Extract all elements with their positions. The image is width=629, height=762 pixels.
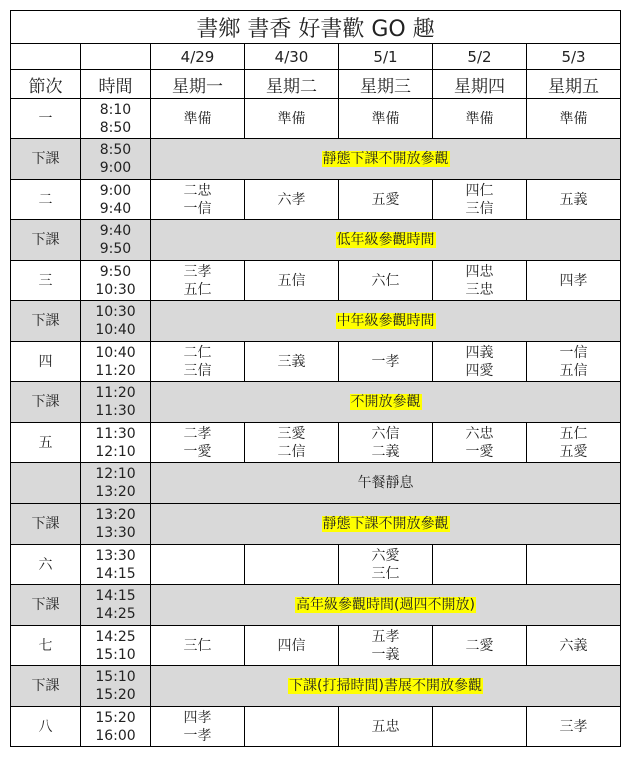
class-cell	[527, 99, 621, 139]
class-name: 四愛	[465, 362, 494, 379]
class-cell	[433, 707, 527, 747]
class-cell	[339, 99, 433, 139]
class-cell	[245, 626, 339, 666]
date-header-row	[11, 44, 621, 70]
period-cell	[11, 463, 81, 504]
period-cell: 下課	[11, 504, 81, 545]
class-name: 一信	[183, 200, 212, 217]
class-name: 三義	[277, 353, 306, 370]
time-start: 14:25	[95, 628, 136, 645]
class-name: 四忠	[465, 263, 494, 280]
class-name: 二忠	[183, 182, 212, 199]
date-header-cell: 5/1	[339, 44, 433, 70]
class-name: 五仁	[183, 281, 212, 298]
break-row	[11, 220, 621, 261]
class-cell	[339, 261, 433, 301]
time-start: 10:30	[95, 304, 136, 320]
time-cell	[81, 301, 151, 342]
day-header-cell: 星期一	[151, 70, 245, 99]
class-name: 五忠	[371, 718, 400, 735]
highlighted-note: 不開放參觀	[350, 394, 421, 410]
class-cell	[339, 423, 433, 463]
time-start: 8:50	[99, 142, 132, 158]
time-end: 9:40	[99, 200, 132, 217]
highlighted-note: 高年級參觀時間(週四不開放)	[296, 597, 475, 613]
time-cell	[81, 545, 151, 585]
class-name: 四孝	[183, 709, 212, 726]
class-name: 五愛	[371, 191, 400, 208]
time-header: 時間	[81, 70, 151, 99]
day-header-cell: 星期四	[433, 70, 527, 99]
period-cell: 三	[11, 261, 81, 301]
break-row	[11, 382, 621, 423]
time-cell	[81, 180, 151, 220]
class-cell	[151, 180, 245, 220]
class-cell	[433, 626, 527, 666]
time-end: 15:20	[95, 687, 136, 703]
break-note-cell	[151, 139, 621, 180]
class-name: 五信	[559, 362, 588, 379]
time-start: 10:40	[95, 344, 136, 361]
class-name: 四仁	[465, 182, 494, 199]
highlighted-note: 低年級參觀時間	[336, 232, 435, 248]
class-name: 二孝	[183, 425, 212, 442]
class-name: 一信	[559, 344, 588, 361]
time-start: 15:10	[95, 669, 136, 685]
class-name: 三信	[183, 362, 212, 379]
class-cell	[245, 545, 339, 585]
time-cell	[81, 99, 151, 139]
class-row	[11, 99, 621, 139]
class-cell	[151, 626, 245, 666]
period-cell: 八	[11, 707, 81, 747]
date-header-cell: 5/2	[433, 44, 527, 70]
class-name: 一義	[371, 646, 400, 663]
class-name: 一孝	[183, 727, 212, 744]
class-name: 六義	[559, 637, 588, 654]
date-header-cell: 4/29	[151, 44, 245, 70]
class-name: 五信	[277, 272, 306, 289]
time-cell	[81, 504, 151, 545]
class-cell	[245, 423, 339, 463]
class-cell	[339, 707, 433, 747]
period-cell: 下課	[11, 666, 81, 707]
schedule-table	[10, 10, 621, 747]
date-header-blank	[81, 44, 151, 70]
class-cell	[151, 99, 245, 139]
break-note-cell	[151, 220, 621, 261]
time-cell	[81, 342, 151, 382]
break-note-cell	[151, 382, 621, 423]
class-cell	[245, 180, 339, 220]
time-start: 9:00	[99, 182, 132, 199]
class-cell	[527, 261, 621, 301]
time-cell	[81, 463, 151, 504]
class-cell	[245, 261, 339, 301]
day-header-cell: 星期三	[339, 70, 433, 99]
time-cell	[81, 220, 151, 261]
class-cell	[245, 342, 339, 382]
class-name: 準備	[559, 110, 588, 127]
time-cell	[81, 423, 151, 463]
period-cell: 一	[11, 99, 81, 139]
period-cell: 下課	[11, 382, 81, 423]
time-end: 14:15	[95, 565, 136, 582]
time-cell	[81, 382, 151, 423]
class-name: 五義	[559, 191, 588, 208]
time-end: 13:20	[95, 484, 136, 500]
class-cell	[527, 626, 621, 666]
break-row	[11, 139, 621, 180]
break-row	[11, 301, 621, 342]
time-end: 16:00	[95, 727, 136, 744]
time-start: 11:20	[95, 385, 136, 401]
period-cell: 下課	[11, 139, 81, 180]
class-name: 二信	[277, 443, 306, 460]
time-cell	[81, 261, 151, 301]
class-row	[11, 261, 621, 301]
class-name: 三愛	[277, 425, 306, 442]
class-name: 五愛	[559, 443, 588, 460]
period-cell: 二	[11, 180, 81, 220]
class-name: 四義	[465, 344, 494, 361]
time-end: 12:10	[95, 443, 136, 460]
period-cell: 下課	[11, 301, 81, 342]
class-name: 六愛	[371, 547, 400, 564]
class-cell	[527, 545, 621, 585]
time-start: 14:15	[95, 588, 136, 604]
break-note-cell	[151, 585, 621, 626]
class-name: 二愛	[465, 637, 494, 654]
class-name: 二義	[371, 443, 400, 460]
class-name: 五仁	[559, 425, 588, 442]
period-cell: 七	[11, 626, 81, 666]
time-start: 13:30	[95, 547, 136, 564]
class-cell	[151, 707, 245, 747]
class-name: 六仁	[371, 272, 400, 289]
period-cell: 五	[11, 423, 81, 463]
day-header-cell: 星期五	[527, 70, 621, 99]
class-name: 三孝	[559, 718, 588, 735]
class-cell	[151, 261, 245, 301]
class-name: 準備	[277, 110, 306, 127]
class-name: 五孝	[371, 628, 400, 645]
period-cell: 下課	[11, 220, 81, 261]
class-row	[11, 180, 621, 220]
time-end: 11:20	[95, 362, 136, 379]
time-start: 11:30	[95, 425, 136, 442]
period-cell: 六	[11, 545, 81, 585]
time-end: 11:30	[95, 403, 136, 419]
class-name: 六信	[371, 425, 400, 442]
period-header: 節次	[11, 70, 81, 99]
class-cell	[245, 99, 339, 139]
time-end: 13:30	[95, 525, 136, 541]
time-start: 9:40	[99, 223, 132, 239]
highlighted-note: 靜態下課不開放參觀	[322, 151, 449, 167]
time-end: 8:50	[99, 119, 132, 136]
time-end: 10:30	[95, 281, 136, 298]
class-name: 準備	[371, 110, 400, 127]
time-end: 9:50	[99, 241, 132, 257]
break-note-cell	[151, 301, 621, 342]
time-start: 13:20	[95, 507, 136, 523]
highlighted-note: 靜態下課不開放參觀	[322, 516, 449, 532]
class-name: 四信	[277, 637, 306, 654]
class-name: 三仁	[183, 637, 212, 654]
class-cell	[433, 99, 527, 139]
class-cell	[339, 545, 433, 585]
class-name: 四孝	[559, 272, 588, 289]
class-cell	[527, 180, 621, 220]
class-cell	[527, 707, 621, 747]
break-row	[11, 504, 621, 545]
class-row	[11, 707, 621, 747]
period-cell: 下課	[11, 585, 81, 626]
time-end: 15:10	[95, 646, 136, 663]
class-name: 一愛	[465, 443, 494, 460]
class-row	[11, 626, 621, 666]
class-row	[11, 342, 621, 382]
class-name: 六忠	[465, 425, 494, 442]
class-row	[11, 545, 621, 585]
class-cell	[245, 707, 339, 747]
class-name: 準備	[465, 110, 494, 127]
break-note-cell	[151, 666, 621, 707]
table-title: 書鄉 書香 好書歡 GO 趣	[11, 11, 621, 44]
class-name: 三孝	[183, 263, 212, 280]
time-cell	[81, 585, 151, 626]
class-cell	[433, 545, 527, 585]
class-name: 三忠	[465, 281, 494, 298]
class-name: 二仁	[183, 344, 212, 361]
class-name: 三仁	[371, 565, 400, 582]
class-name: 三信	[465, 200, 494, 217]
class-cell	[339, 626, 433, 666]
break-row	[11, 666, 621, 707]
period-cell: 四	[11, 342, 81, 382]
class-name: 準備	[183, 110, 212, 127]
time-cell	[81, 707, 151, 747]
date-header-cell: 5/3	[527, 44, 621, 70]
time-start: 9:50	[99, 263, 132, 280]
break-note: 午餐靜息	[357, 475, 414, 491]
class-cell	[339, 180, 433, 220]
class-cell	[433, 261, 527, 301]
day-header-row	[11, 70, 621, 99]
class-cell	[151, 423, 245, 463]
time-cell	[81, 626, 151, 666]
time-start: 12:10	[95, 466, 136, 482]
date-header-cell: 4/30	[245, 44, 339, 70]
break-note-cell	[151, 463, 621, 504]
class-cell	[433, 180, 527, 220]
highlighted-note: 下課(打掃時間)書展不開放參觀	[289, 678, 482, 694]
class-cell	[527, 342, 621, 382]
time-end: 9:00	[99, 160, 132, 176]
class-cell	[527, 423, 621, 463]
break-row	[11, 585, 621, 626]
time-start: 8:10	[99, 101, 132, 118]
class-name: 一愛	[183, 443, 212, 460]
time-start: 15:20	[95, 709, 136, 726]
time-cell	[81, 666, 151, 707]
break-row	[11, 463, 621, 504]
time-cell	[81, 139, 151, 180]
class-cell	[339, 342, 433, 382]
class-cell	[433, 342, 527, 382]
class-row	[11, 423, 621, 463]
date-header-blank	[11, 44, 81, 70]
time-end: 14:25	[95, 606, 136, 622]
class-cell	[151, 342, 245, 382]
class-cell	[433, 423, 527, 463]
class-name: 一孝	[371, 353, 400, 370]
break-note-cell	[151, 504, 621, 545]
class-cell	[151, 545, 245, 585]
class-name: 六孝	[277, 191, 306, 208]
day-header-cell: 星期二	[245, 70, 339, 99]
highlighted-note: 中年級參觀時間	[336, 313, 435, 329]
time-end: 10:40	[95, 322, 136, 338]
